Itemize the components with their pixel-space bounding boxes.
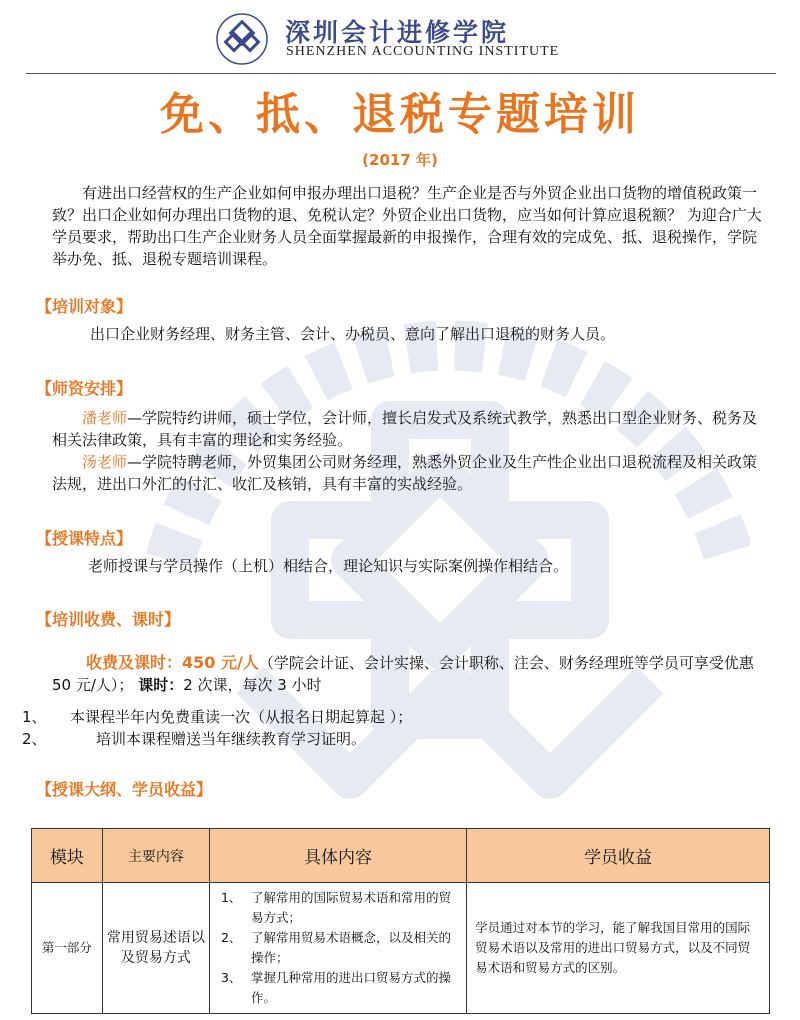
section-heading-features: 【授课特点】 — [36, 529, 133, 548]
teacher-name: 汤老师 — [82, 453, 128, 471]
fee-note: （学院会计证、会计实操、会计职称、注会、财务经理班等学员可享受优惠 50 元/人）； — [52, 654, 754, 694]
detail-text: 了解常用贸易术语概念，以及相关的操作； — [250, 930, 451, 965]
fee-note-item — [22, 728, 732, 750]
page-title: 免、抵、退税专题培训 — [160, 89, 640, 140]
detail-number: 1、 — [220, 890, 242, 905]
fee-paragraph — [52, 652, 762, 696]
section-heading-teachers: 【师资安排】 — [36, 379, 133, 398]
intro-paragraph: 有进出口经营权的生产企业如何申报办理出口退税？生产企业是否与外贸企业出口货物的增值税政策一致？出口企业如何办理出口货物的退、免税认定？外贸企业出口货物，应当如何计算应退税额？ 为迎合广大学员要求，帮助出口生产企业财务人员全面掌握最新的申报操作，合理有效的完成免、抵、退税操作，学院举办免、抵、退税专题培训课程。 — [52, 184, 762, 268]
detail-text: 掌握几种常用的进出口贸易方式的操作。 — [250, 970, 451, 1005]
institute-name-en: SHENZHEN ACCOUNTING INSTITUTE — [286, 44, 560, 59]
section-heading-fees: 【培训收费、课时】 — [36, 610, 181, 629]
features-text: 老师授课与学员操作（上机）相结合，理论知识与实际案例操作相结合。 — [88, 557, 569, 575]
detail-item — [221, 968, 459, 1008]
hours-label: 课时： — [138, 676, 184, 694]
column-header: 具体内容 — [209, 829, 466, 883]
benefit-cell: 学员通过对本节的学习，能了解我国目常用的国际贸易术语以及常用的进出口贸易方式，以及不同贸易术语和贸易方式的区别。 — [467, 883, 770, 1014]
module-cell: 第一部分 — [32, 883, 103, 1014]
table-header-row — [32, 829, 770, 883]
detail-number: 3、 — [220, 970, 242, 985]
note-number: 2、 — [22, 730, 47, 748]
detail-text: 了解常用的国际贸易术语和常用的贸易方式； — [250, 890, 451, 925]
course-year: (2017 年) — [362, 151, 438, 169]
target-text: 出口企业财务经理、财务主管、会计、办税员、意向了解出口退税的财务人员。 — [90, 325, 616, 343]
section-heading-syllabus: 【授课大纲、学员收益】 — [36, 780, 213, 799]
teacher-name: 潘老师 — [82, 409, 128, 427]
detail-cell — [209, 883, 466, 1014]
table-row — [32, 883, 770, 1014]
hours-value: 2 次课，每次 3 小时 — [183, 676, 322, 694]
teacher-desc: —学院特聘老师，外贸集团公司财务经理，熟悉外贸企业及生产性企业出口退税流程及相关政策法规，进出口外汇的付汇、收汇及核销，具有丰富的实战经验。 — [52, 453, 758, 493]
note-text: 本课程半年内免费重读一次（从报名日期起算起 ）； — [70, 708, 413, 726]
note-text: 培训本课程赠送当年继续教育学习证明。 — [96, 730, 367, 748]
syllabus-table — [31, 828, 770, 1014]
detail-item — [221, 888, 459, 928]
column-header: 主要内容 — [102, 829, 209, 883]
main-content-cell: 常用贸易述语以及贸易方式 — [102, 883, 209, 1014]
column-header: 模块 — [32, 829, 103, 883]
institute-name-cn: 深圳会计进修学院 — [285, 18, 510, 47]
note-number: 1、 — [22, 708, 47, 726]
institute-logo — [214, 12, 278, 68]
fee-note-item — [22, 706, 732, 728]
section-heading-target: 【培训对象】 — [36, 297, 133, 316]
teacher-desc: —学院特约讲师，硕士学位，会计师，擅长启发式及系统式教学，熟悉出口型企业财务、税务及相关法律政策，具有丰富的理论和实务经验。 — [52, 409, 758, 449]
header-divider — [26, 73, 776, 74]
teacher-item — [52, 407, 762, 451]
column-header: 学员收益 — [467, 829, 770, 883]
detail-item — [221, 928, 459, 968]
detail-number: 2、 — [220, 930, 242, 945]
teacher-item — [52, 451, 762, 495]
fee-label: 收费及课时：450 元/人 — [86, 653, 259, 672]
